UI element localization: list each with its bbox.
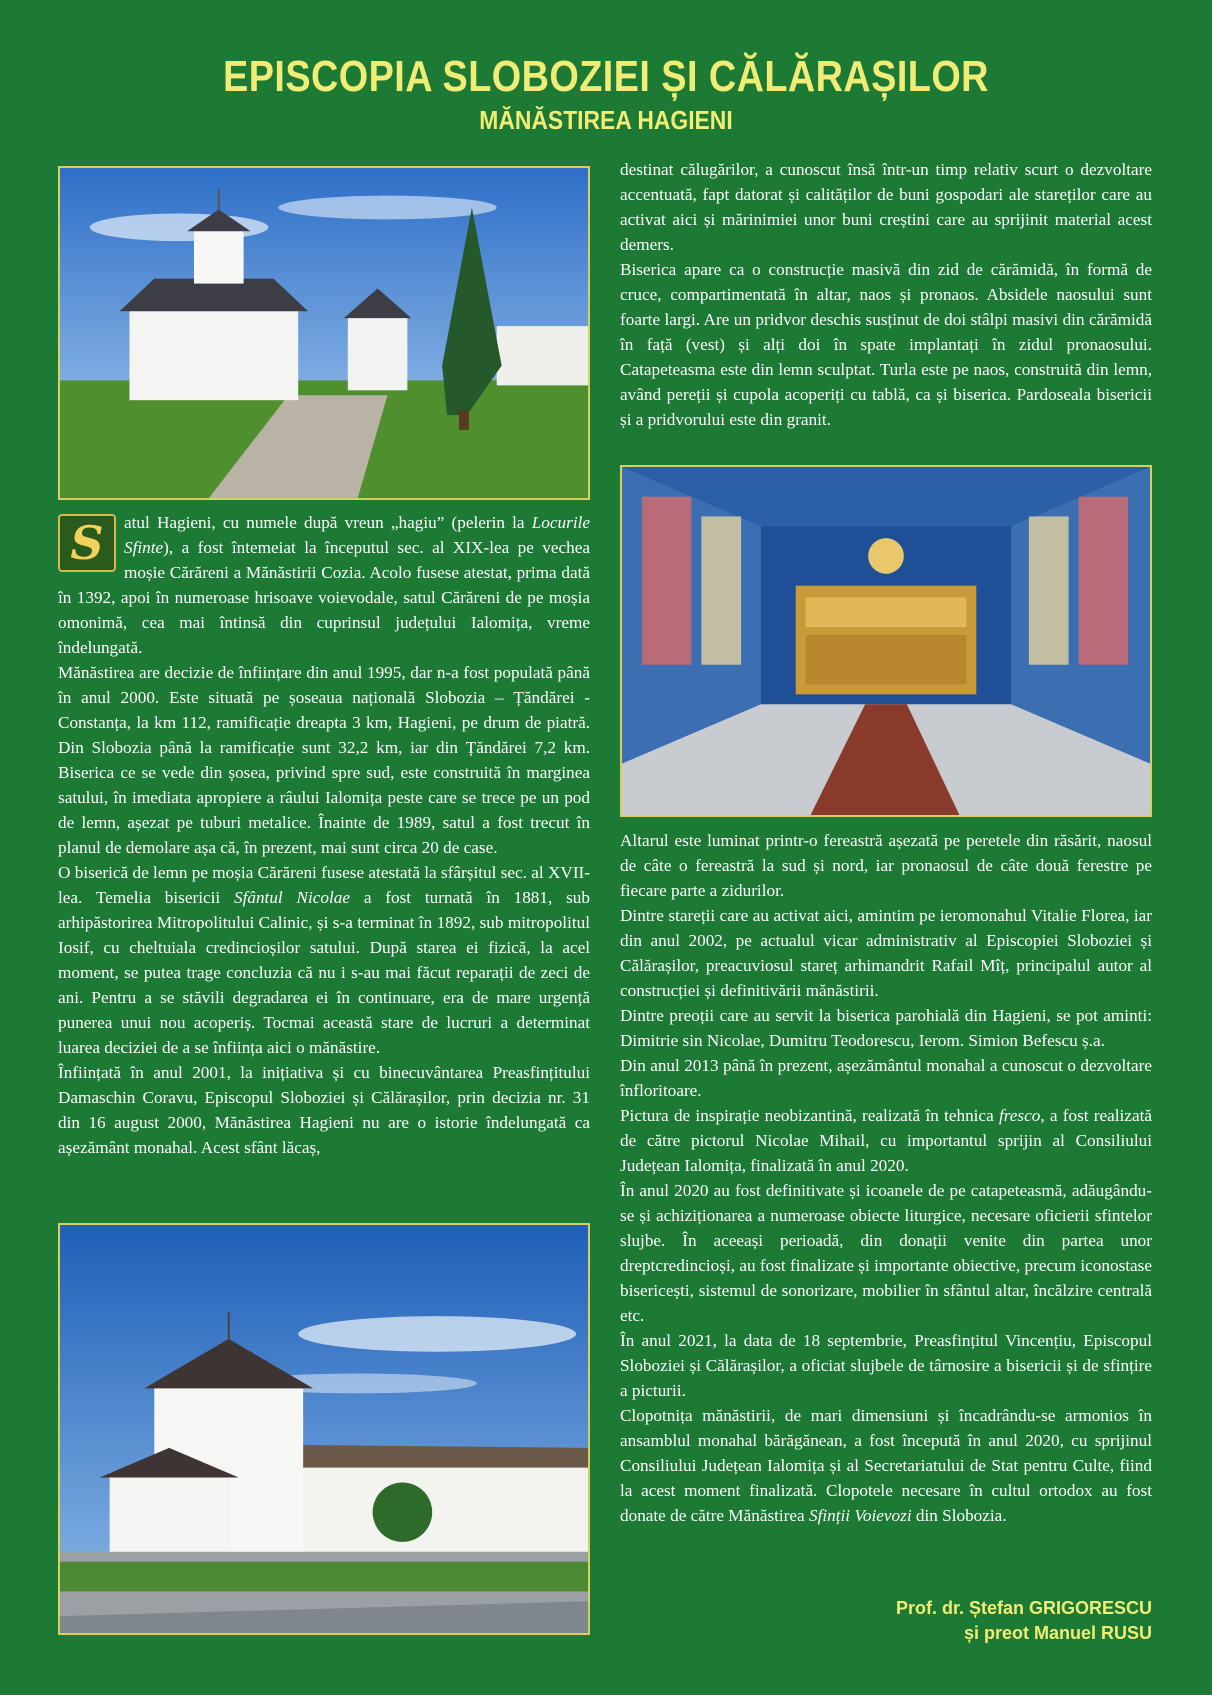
right-column-bottom-text: [620, 828, 1152, 1528]
church-interior-photo: [620, 465, 1152, 817]
page-title: EPISCOPIA SLOBOZIEI ȘI CĂLĂRAȘILOR: [223, 52, 989, 101]
paragraph-bell-tower: Clopotnița mănăstirii, de mari dimensiuni și încadrându-se armonios în ansamblul monahal bărăgănean, a fost începută în anul 2020, cu sprijinul Consiliului Județean Ialomița și al Secretariatului de Stat pentru Culte, fiind la acest moment finalizată. Clopotele necesare în cultul ortodox au fost donate de către Mănăstirea Sfinții Voievozi din Slobozia.: [620, 1406, 1152, 1525]
paragraph-since-2013: Din anul 2013 până în prezent, așezământul monahal a cunoscut o dezvoltare înfloritoare.: [620, 1056, 1152, 1100]
paragraph-windows: Altarul este luminat printr-o fereastră așezată pe peretele din răsărit, naosul de câte o fereastră la sud și nord, iar pronaosul de câte două ferestre pe fiecare parte a zidurilor.: [620, 831, 1152, 900]
left-column-text: [58, 510, 590, 1160]
paragraph-painting: Pictura de inspirație neobizantină, realizată în tehnica fresco, a fost realizată de către pictorul Nicolae Mihail, cu importantul sprijin al Consiliului Județean Ialomița, finalizată în anul 2020.: [620, 1106, 1152, 1175]
paragraph-old-church: O biserică de lemn pe moșia Cărăreni fusese atestată la sfârșitul sec. al XVII-lea. Temelia bisericii Sfântul Nicolae a fost turnată în 1881, sub arhipăstorirea Mitropolitului Calinic, și s-a terminat în 1892, sub mitropolitul Iosif, cu cheltuiala credincioșilor satului. După starea ei fizică, la acel moment, se putea trage concluzia că nu i s-au mai făcut reparații de zeci de ani. Pentru a se stăvili degradarea ei în continuare, era de mare urgență punerea unui nou acoperiș. Tocmai această stare de lucruri a determinat luarea deciziei de a se înființa aici o mănăstire.: [58, 863, 590, 1057]
author-line-2: și preot Manuel RUSU: [963, 1623, 1152, 1643]
paragraph-icons-2020: În anul 2020 au fost definitivate și icoanele de pe catapeteasmă, adăugându-se și achiziționarea a numeroase obiecte liturgice, necesare oficierii sfintelor slujbe. În aceeași perioadă, din donații venite din partea unor dreptcredincioși, au fost finalizate și importante obiective, precum iconostase bisericești, sistemul de sonorizare, mobilier în sfântul altar, încălzire centrală etc.: [620, 1181, 1152, 1325]
paragraph-priests: Dintre preoții care au servit la biserica parohială din Hagieni, se pot aminti: Dimitrie sin Nicolae, Dumitru Teodorescu, Ierom. Simion Befescu ș.a.: [620, 1006, 1152, 1050]
author-line-1: Prof. dr. Ștefan GRIGORESCU: [895, 1598, 1152, 1618]
dropcap-letter: S: [58, 514, 116, 572]
paragraph-location: Mănăstirea are decizie de înființare din anul 1995, dar n-a fost populată până în anul 2000. Este situată pe șoseaua națională Slobozia – Țăndărei - Constanța, la km 112, ramificație dreapta 3 km, Hagieni, pe drum de piatră. Din Slobozia până la ramificație sunt 32,2 km, iar din Țăndărei 7,2 km. Biserica ce se vede din șosea, privind spre sud, este construită în marginea satului, în imediata apropiere a râului Ialomița peste care se trece pe un pod de lemn, așezat pe tuburi metalice. Înainte de 1989, satul a fost trecut în planul de demolare așa că, în prezent, mai sunt circa 20 de case.: [58, 663, 590, 857]
paragraph-architecture: Biserica apare ca o construcție masivă din zid de cărămidă, în formă de cruce, compartimentată în altar, naos și pronaos. Absidele naosului sunt foarte largi. Are un pridvor deschis susținut de doi stâlpi masivi din cărămidă în față (vest) și alți doi în spate implantați în zidul pronaosului. Catapeteasma este din lemn sculptat. Turla este pe naos, construită din lemn, având pereții și cupola acoperiți cu tablă, ca și biserica. Pardoseala bisericii și a pridvorului este din granit.: [620, 260, 1152, 429]
church-exterior-photo: [58, 166, 590, 500]
page-subtitle: MĂNĂSTIREA HAGIENI: [479, 105, 733, 135]
paragraph-development: destinat călugărilor, a cunoscut însă într-un timp relativ scurt o dezvoltare accentuată, fapt datorat și calităților de buni gospodari ale stareților care au activat aici și mărinimiei unor buni creștini care au sprijinit material acest demers.: [620, 160, 1152, 254]
paragraph-history-intro: S atul Hagieni, cu numele după vreun „hagiu” (pelerin la Locurile Sfinte), a fost întemeiat la începutul sec. al XIX-lea pe vechea moșie Cărăreni a Mănăstirii Cozia. Acolo fusese atestat, prima dată în 1392, apoi în numeroase hrisoave voievodale, satul Cărăreni de pe moșia omonimă, cea mai întinsă din cuprinsul județului Ialomița, vreme îndelungată.: [58, 513, 590, 657]
bell-tower-photo: [58, 1223, 590, 1635]
paragraph-consecration-2021: În anul 2021, la data de 18 septembrie, Preasfințitul Vincențiu, Episcopul Sloboziei și Călărașilor, a oficiat slujbele de târnosire a bisericii și de sfințire a picturii.: [620, 1331, 1152, 1400]
paragraph-founding: Înființată în anul 2001, la inițiativa și cu binecuvântarea Preasfințitului Damaschin Coravu, Episcopul Sloboziei și Călărașilor, prin decizia nr. 31 din 16 august 2000, Mănăstirea Hagieni nu are o istorie îndelungată ca așezământ monahal. Acest sfânt lăcaș,: [58, 1063, 590, 1157]
author-signature: [896, 1596, 1152, 1646]
right-column-top-text: [620, 157, 1152, 432]
paragraph-abbots: Dintre stareții care au activat aici, amintim pe ieromonahul Vitalie Florea, iar din anul 2002, pe actualul vicar administrativ al Episcopiei Sloboziei și Călărașilor, preacuviosul stareț arhimandrit Rafail Mîț, principalul autor al construcției și definitivării mănăstirii.: [620, 906, 1152, 1000]
